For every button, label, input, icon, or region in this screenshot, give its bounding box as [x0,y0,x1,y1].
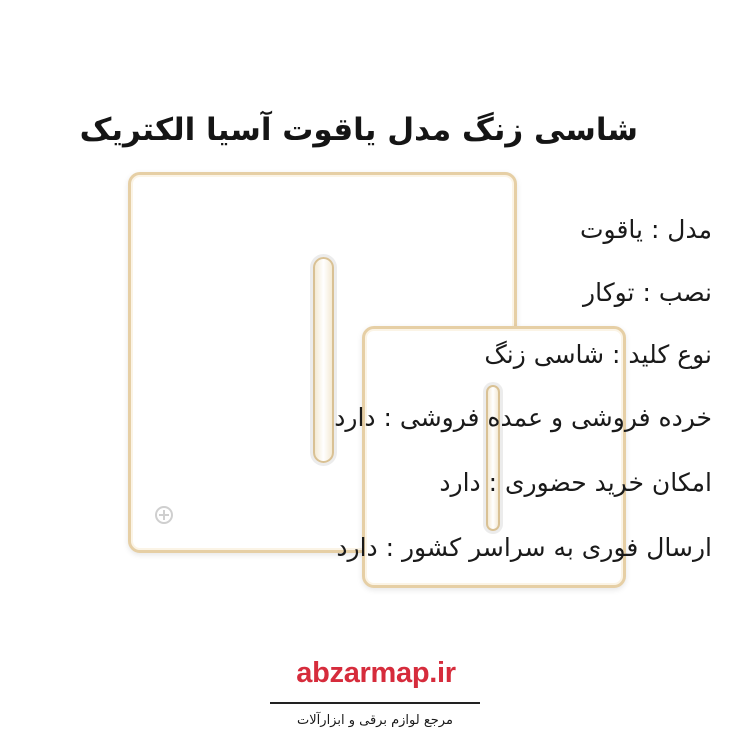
brand-tagline: مرجع لوازم برقی و ابزارآلات [297,713,453,728]
footer-divider [270,702,480,704]
brand-url[interactable]: abzarmap.ir [296,657,456,689]
page-title: شاسی زنگ مدل یاقوت آسیا الکتریک [79,112,638,148]
brand-logo-icon [155,506,173,524]
switch-rocker-large [313,257,334,463]
spec-shipping: ارسال فوری به سراسر کشور : دارد [336,533,712,562]
spec-wholesale: خرده فروشی و عمده فروشی : دارد [334,403,712,432]
spec-in-person: امکان خرید حضوری : دارد [439,468,712,497]
spec-key-type: نوع کلید : شاسی زنگ [484,340,712,369]
spec-model: مدل : یاقوت [580,215,712,244]
spec-installation: نصب : توکار [583,278,712,307]
